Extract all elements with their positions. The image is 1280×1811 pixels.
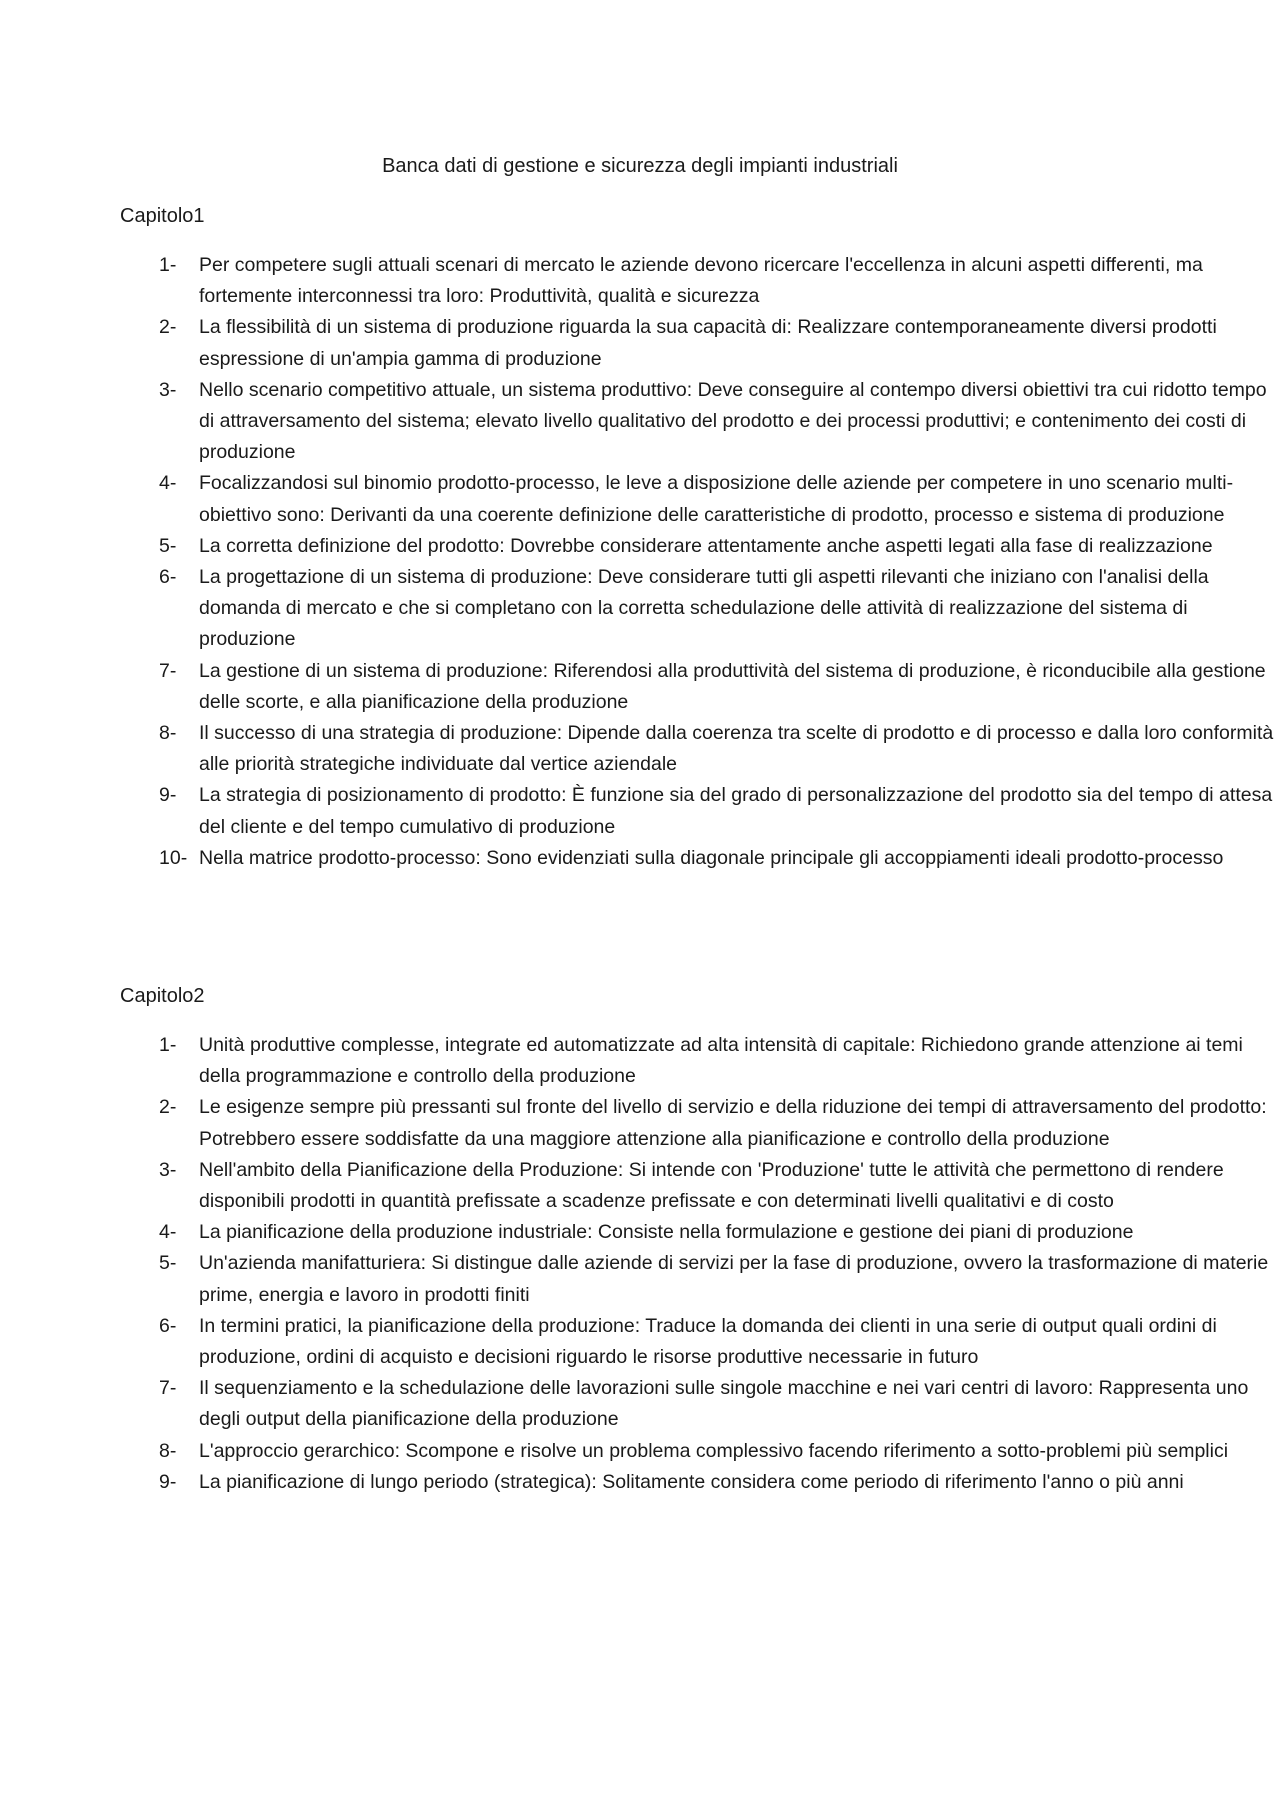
list-item — [120, 780, 1273, 842]
list-item — [120, 1030, 1243, 1092]
list-item — [120, 375, 1267, 469]
list-item — [120, 250, 1203, 312]
list-item — [120, 468, 1234, 530]
list-item — [120, 1092, 1267, 1154]
list-item — [120, 1373, 1249, 1435]
item-number: 3- — [159, 378, 177, 401]
item-number: 4- — [159, 1221, 177, 1244]
item-text: Nella matrice prodotto-processo: Sono evidenziati sulla diagonale principale gli accoppiamenti ideali prodotto-processo — [199, 846, 1224, 869]
item-text: La strategia di posizionamento di prodotto: È funzione sia del grado di personalizzazione del prodotto sia del tempo di attesa del cliente e del tempo cumulativo di produzione — [199, 784, 1273, 838]
item-text: Le esigenze sempre più pressanti sul fronte del livello di servizio e della riduzione dei tempi di attraversamento del prodotto: Potrebbero essere soddisfatte da una maggiore attenzione alla pianificazione e controllo della produzione — [199, 1096, 1267, 1150]
item-number: 6- — [159, 566, 177, 589]
item-number: 1- — [159, 254, 177, 276]
list-item — [120, 1248, 1269, 1310]
item-text: Il successo di una strategia di produzione: Dipende dalla coerenza tra scelte di prodotto e di processo e dalla loro conformità alle priorità strategiche individuate dal vertice aziendale — [199, 722, 1274, 776]
item-text: Il sequenziamento e la schedulazione delle lavorazioni sulle singole macchine e nei vari centri di lavoro: Rappresenta uno degli output della pianificazione della produzione — [199, 1377, 1249, 1431]
list-item — [120, 1436, 1229, 1467]
list-item — [120, 656, 1266, 718]
item-text: Nello scenario competitivo attuale, un sistema produttivo: Deve conseguire al contempo diversi obiettivi tra cui ridotto tempo di attraversamento del sistema; elevato livello qualitativo del prodotto e dei processi produttivi; e contenimento dei costi di produzione — [199, 378, 1267, 464]
list-item — [120, 718, 1274, 780]
list-item — [120, 1311, 1217, 1373]
item-number: 8- — [159, 1439, 177, 1462]
list-item — [120, 1155, 1224, 1217]
chapter-1-section — [120, 202, 1274, 874]
chapter-heading: Capitolo2 — [120, 985, 205, 1007]
item-text: Nell'ambito della Pianificazione della Produzione: Si intende con 'Produzione' tutte le attività che permettono di rendere disponibili prodotti in quantità prefissate a scadenze prefissate e con determinati livelli qualitativi e di costo — [199, 1158, 1224, 1213]
item-number: 6- — [159, 1314, 177, 1337]
item-text: Focalizzandosi sul binomio prodotto-processo, le leve a disposizione delle aziende per competere in uno scenario multi-obiettivo sono: Derivanti da una coerente definizione delle caratteristiche di prodotto, processo e sistema di produzione — [199, 472, 1234, 526]
item-text: La pianificazione di lungo periodo (strategica): Solitamente considera come periodo di riferimento l'anno o più anni — [199, 1470, 1184, 1493]
item-text: La gestione di un sistema di produzione: Riferendosi alla produttività del sistema di produzione, è riconducibile alla gestione delle scorte, e alla pianificazione della produzione — [199, 659, 1266, 713]
item-number: 3- — [159, 1158, 177, 1181]
item-text: La pianificazione della produzione industriale: Consiste nella formulazione e gestione dei piani di produzione — [199, 1221, 1134, 1244]
item-text: La flessibilità di un sistema di produzione riguarda la sua capacità di: Realizzare contemporaneamente diversi prodotti espressione di un'ampia gamma di produzione — [199, 316, 1217, 370]
chapter-2-list — [120, 1030, 1269, 1498]
item-number: 5- — [159, 1252, 177, 1275]
item-number: 9- — [159, 1470, 177, 1493]
item-text: Unità produttive complesse, integrate ed automatizzate ad alta intensità di capitale: Richiedono grande attenzione ai temi della programmazione e controllo della produzione — [199, 1034, 1243, 1088]
list-item — [120, 312, 1217, 374]
item-number: 8- — [159, 722, 177, 745]
item-text: L'approccio gerarchico: Scompone e risolve un problema complessivo facendo riferimento a sotto-problemi più semplici — [199, 1439, 1229, 1462]
item-text: Un'azienda manifatturiera: Si distingue dalle aziende di servizi per la fase di produzione, ovvero la trasformazione di materie prime, energia e lavoro in prodotti finiti — [199, 1252, 1269, 1306]
list-item — [120, 531, 1213, 562]
item-number: 5- — [159, 534, 177, 557]
chapter-1-list — [120, 250, 1274, 874]
list-item — [120, 562, 1209, 656]
item-number: 1- — [159, 1034, 177, 1056]
item-number: 7- — [159, 1377, 177, 1400]
chapter-2-section — [120, 982, 1269, 1498]
document-title: Banca dati di gestione e sicurezza degli impianti industriali — [382, 155, 898, 177]
item-text: Per competere sugli attuali scenari di mercato le aziende devono ricercare l'eccellenza in alcuni aspetti differenti, ma fortemente interconnessi tra loro: Produttività, qualità e sicurezza — [199, 254, 1203, 308]
chapter-heading: Capitolo1 — [120, 205, 205, 227]
list-item — [120, 1467, 1184, 1498]
item-number: 7- — [159, 659, 177, 682]
item-number: 2- — [159, 316, 177, 339]
item-number: 4- — [159, 472, 177, 495]
item-text: La corretta definizione del prodotto: Dovrebbe considerare attentamente anche aspetti legati alla fase di realizzazione — [199, 534, 1213, 557]
list-item — [120, 1217, 1160, 1248]
item-text: La progettazione di un sistema di produzione: Deve considerare tutti gli aspetti rilevanti che iniziano con l'analisi della domanda di mercato e che si completano con la corretta schedulazione delle attività di realizzazione del sistema di produzione — [199, 566, 1209, 651]
item-text: In termini pratici, la pianificazione della produzione: Traduce la domanda dei clienti in una serie di output quali ordini di produzione, ordini di acquisto e decisioni riguardo le risorse produttive necessarie in futuro — [199, 1314, 1217, 1369]
list-item — [120, 843, 1224, 874]
item-number: 10- — [159, 846, 188, 869]
item-number: 2- — [159, 1096, 177, 1119]
item-number: 9- — [159, 784, 177, 807]
